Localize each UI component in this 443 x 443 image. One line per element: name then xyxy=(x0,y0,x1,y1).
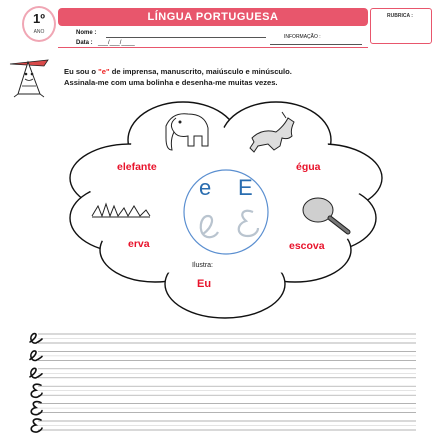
subject-title: LÍNGUA PORTUGUESA xyxy=(58,8,368,26)
instruction-text-a: Eu sou o xyxy=(64,67,99,76)
practice-row[interactable] xyxy=(31,402,416,415)
date-label: Data : xyxy=(76,40,93,46)
date-field[interactable]: ___/___/____ xyxy=(98,40,135,46)
print-e-lower[interactable]: e xyxy=(199,175,212,200)
grade-number: 1º xyxy=(33,11,45,26)
grade-sub: ANO xyxy=(33,29,45,35)
illustra-label: Ilustra: xyxy=(192,262,214,269)
instruction-letter: "e" xyxy=(98,67,110,76)
practice-rows xyxy=(30,334,416,433)
grade-badge xyxy=(22,6,56,42)
word-erva: erva xyxy=(128,238,150,250)
word-eu: Eu xyxy=(197,278,212,290)
word-escova: escova xyxy=(289,240,325,252)
practice-row[interactable] xyxy=(31,419,416,432)
instruction-line-2: Assinala-me com uma bolinha e desenha-me muitas vezes. xyxy=(64,78,278,87)
practice-row[interactable] xyxy=(30,368,416,378)
instruction-text-b: de imprensa, manuscrito, maiúsculo e minúsculo. xyxy=(109,67,292,76)
word-elefante: elefante xyxy=(117,161,157,173)
practice-row[interactable] xyxy=(31,384,416,397)
rubrica-label: RUBRICA : xyxy=(387,13,413,19)
practice-row[interactable] xyxy=(30,334,416,344)
name-label: Nome : xyxy=(76,30,97,36)
practice-row[interactable] xyxy=(30,351,416,361)
word-egua: égua xyxy=(296,161,321,173)
info-label: INFORMAÇÃO : xyxy=(284,34,321,40)
print-e-upper[interactable]: E xyxy=(238,175,253,200)
